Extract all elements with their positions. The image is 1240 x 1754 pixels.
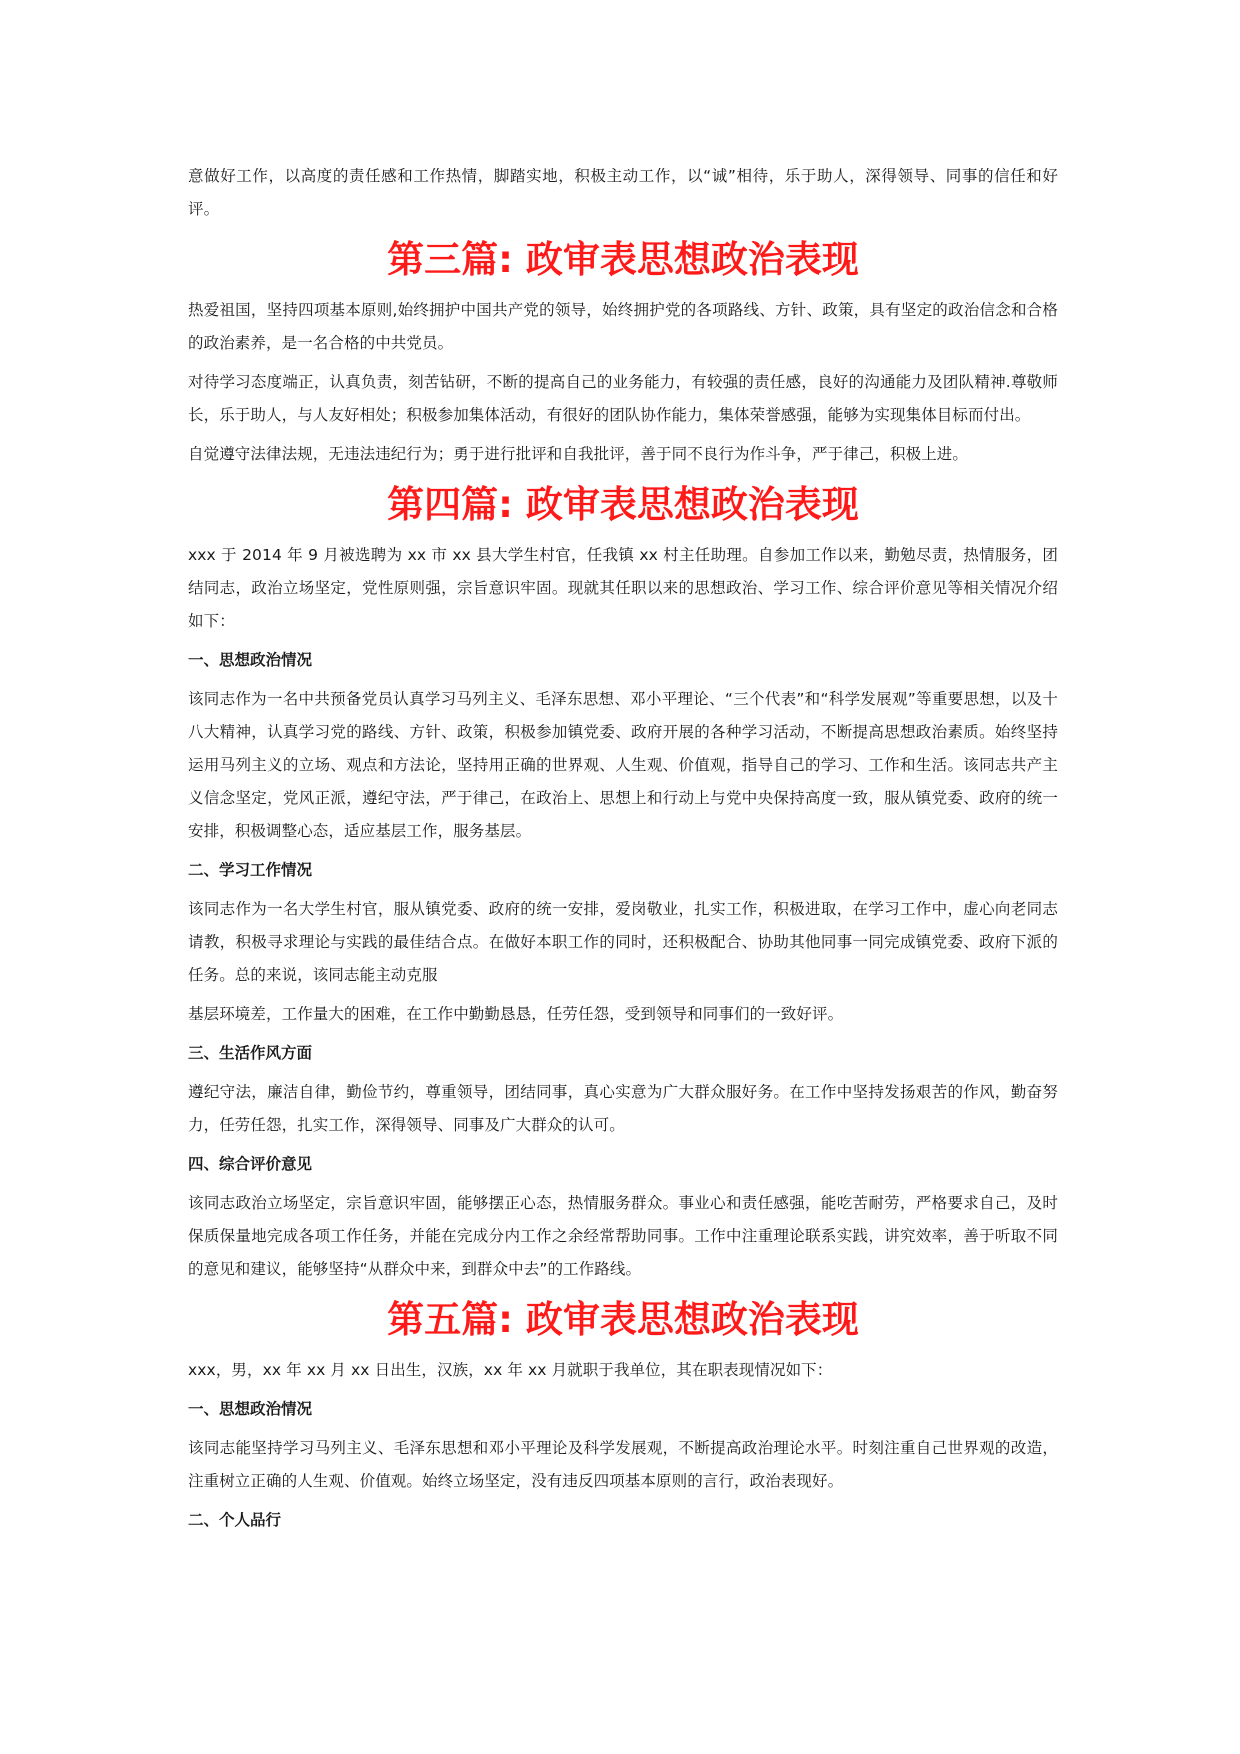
subheading: 三、生活作风方面 [188, 1044, 313, 1062]
paragraph: 自觉遵守法律法规，无违法违纪行为；勇于进行批评和自我批评，善于同不良行为作斗争，严于律己，积极上进。 [188, 445, 969, 463]
section-title-4: 第四篇: 政审表思想政治表现 [387, 483, 859, 526]
paragraph: 该同志作为一名大学生村官，服从镇党委、政府的统一安排，爱岗敬业，扎实工作，积极进取，在学习工作中，虚心向老同志请教，积极寻求理论与实践的最佳结合点。在做好本职工作的同时，还积极配合、协助其他同事一同完成镇党委、政府下派的任务。总的来说，该同志能主动克服 [188, 900, 1058, 984]
paragraph: 热爱祖国，坚持四项基本原则,始终拥护中国共产党的领导，始终拥护党的各项路线、方针、政策，具有坚定的政治信念和合格的政治素养，是一名合格的中共党员。 [188, 301, 1058, 352]
section-title-3: 第三篇: 政审表思想政治表现 [387, 238, 859, 281]
paragraph: xxx 于 2014 年 9 月被选聘为 xx 市 xx 县大学生村官，任我镇 xx 村主任助理。自参加工作以来，勤勉尽责，热情服务，团结同志，政治立场坚定，党性原则强，宗旨意识牢固。现就其任职以来的思想政治、学习工作、综合评价意见等相关情况介绍如下： [188, 546, 1058, 630]
document-page [188, 160, 1058, 1543]
paragraph: 该同志作为一名中共预备党员认真学习马列主义、毛泽东思想、邓小平理论、“三个代表”和“科学发展观”等重要思想，以及十八大精神，认真学习党的路线、方针、政策，积极参加镇党委、政府开展的各种学习活动，不断提高思想政治素质。始终坚持运用马列主义的立场、观点和方法论，坚持用正确的世界观、人生观、价值观，指导自己的学习、工作和生活。该同志共产主义信念坚定，党风正派，遵纪守法，严于律己，在政治上、思想上和行动上与党中央保持高度一致，服从镇党委、政府的统一安排，积极调整心态，适应基层工作，服务基层。 [188, 690, 1058, 840]
paragraph: 基层环境差，工作量大的困难，在工作中勤勤恳恳，任劳任怨，受到领导和同事们的一致好评。 [188, 1005, 844, 1023]
subheading: 一、思想政治情况 [188, 651, 313, 669]
paragraph: xxx，男，xx 年 xx 月 xx 日出生，汉族，xx 年 xx 月就职于我单位，其在职表现情况如下： [188, 1361, 833, 1379]
subheading: 二、学习工作情况 [188, 861, 313, 879]
subheading: 二、个人品行 [188, 1511, 282, 1529]
section-title-5: 第五篇: 政审表思想政治表现 [387, 1298, 859, 1341]
paragraph: 对待学习态度端正，认真负责，刻苦钻研，不断的提高自己的业务能力，有较强的责任感，良好的沟通能力及团队精神.尊敬师长，乐于助人，与人友好相处；积极参加集体活动，有很好的团队协作能力，集体荣誉感强，能够为实现集体目标而付出。 [188, 373, 1058, 424]
paragraph: 该同志政治立场坚定，宗旨意识牢固，能够摆正心态，热情服务群众。事业心和责任感强，能吃苦耐劳，严格要求自己，及时保质保量地完成各项工作任务，并能在完成分内工作之余经常帮助同事。工作中注重理论联系实践，讲究效率，善于听取不同的意见和建议，能够坚持“从群众中来，到群众中去”的工作路线。 [188, 1194, 1058, 1278]
paragraph: 遵纪守法，廉洁自律，勤俭节约，尊重领导，团结同事，真心实意为广大群众服好务。在工作中坚持发扬艰苦的作风，勤奋努力，任劳任怨，扎实工作，深得领导、同事及广大群众的认可。 [188, 1083, 1058, 1134]
subheading: 一、思想政治情况 [188, 1400, 313, 1418]
subheading: 四、综合评价意见 [188, 1155, 313, 1173]
paragraph: 意做好工作，以高度的责任感和工作热情，脚踏实地，积极主动工作，以“诚”相待，乐于助人，深得领导、同事的信任和好评。 [188, 167, 1058, 218]
paragraph: 该同志能坚持学习马列主义、毛泽东思想和邓小平理论及科学发展观，不断提高政治理论水平。时刻注重自己世界观的改造，注重树立正确的人生观、价值观。始终立场坚定，没有违反四项基本原则的言行，政治表现好。 [188, 1439, 1058, 1490]
